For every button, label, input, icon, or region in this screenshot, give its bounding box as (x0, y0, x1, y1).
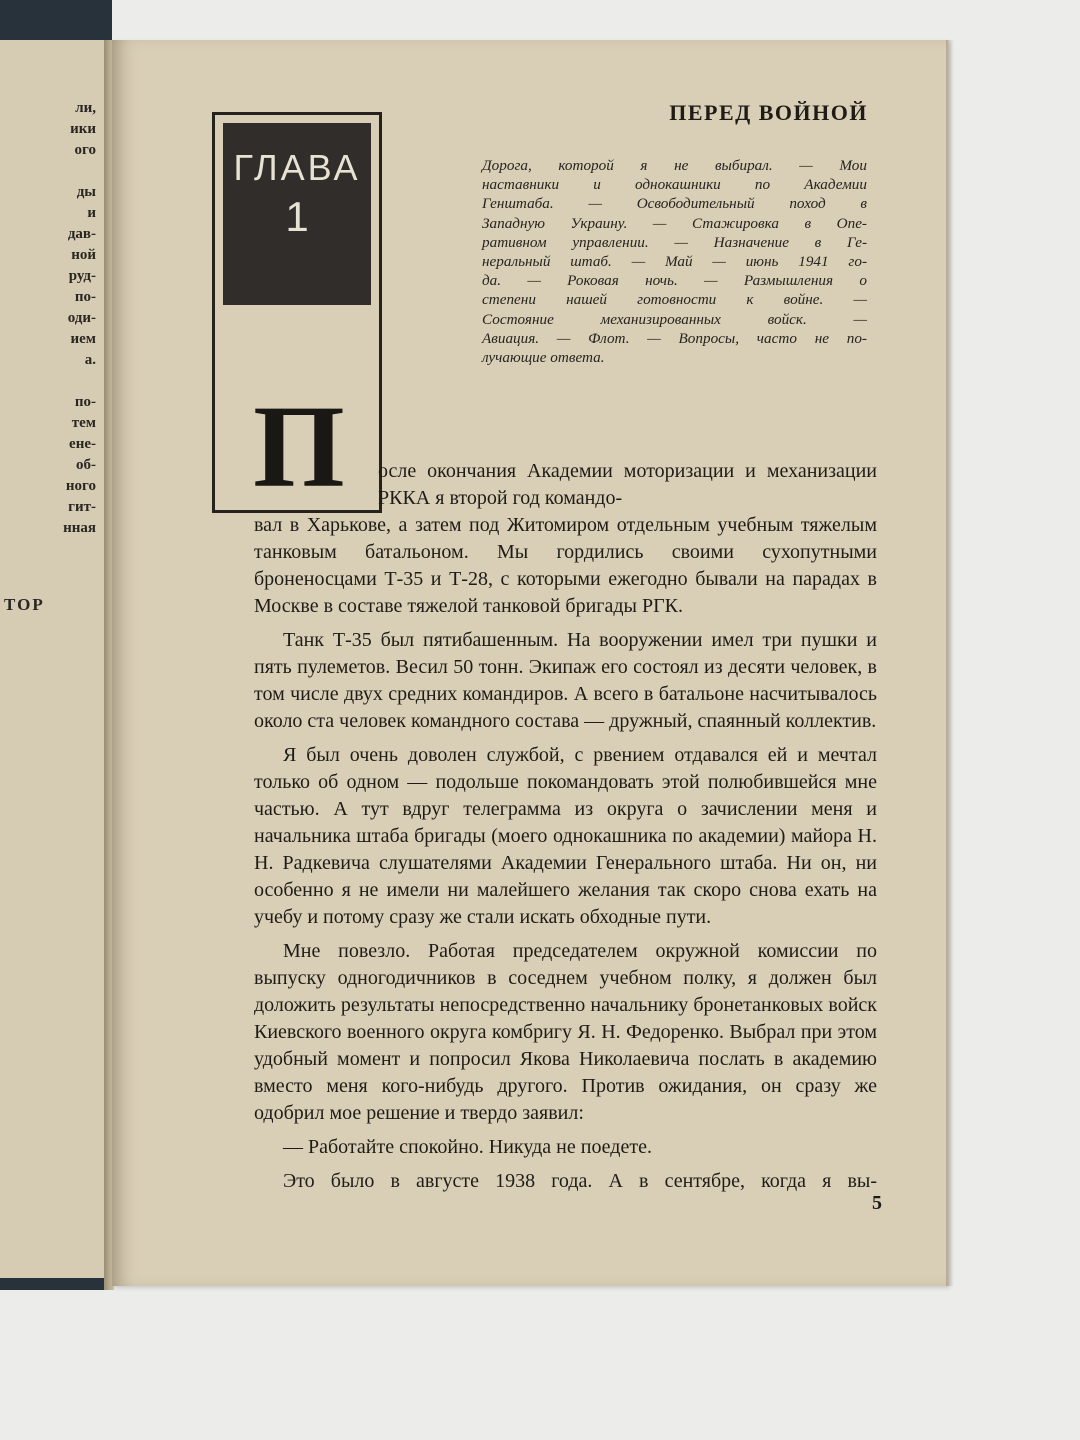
running-head: ПЕРЕД ВОЙНОЙ (669, 100, 868, 125)
paragraph-opening: осле окончания Академии моторизации и механизации РККА я второй год командо- (378, 460, 877, 509)
summary-line: да. — Роковая ночь. — Размышления о (482, 272, 867, 290)
left-fragment: гит- (68, 499, 96, 515)
chapter-body (254, 458, 877, 1202)
left-fragment: ием (70, 331, 96, 347)
paragraph: Я был очень доволен службой, с рвением отдавался ей и мечтал только об одном — подольше покомандовать этой полюбившейся мне частью. А тут вдруг телеграмма из округа о зачислении меня и начальника штаба бригады (моего однокашника по академии) майора Н. Н. Радкевича слушателями Академии Генерального штаба. Ни он, ни особенно я не имели ни малейшего желания так скоро снова ехать на учебу и потому сразу же стали искать обходные пути. (254, 744, 877, 928)
summary-line: Авиация. — Флот. — Вопросы, часто не по- (482, 329, 867, 347)
left-fragment: ого (74, 142, 96, 158)
left-fragment (63, 371, 96, 392)
left-page (0, 40, 104, 1278)
left-page-fragments (63, 98, 96, 539)
drop-cap: П (253, 381, 345, 512)
summary-line: наставники и однокашники по Академии (482, 176, 867, 194)
summary-line: Дорога, которой я не выбирал. — Мои (482, 157, 867, 174)
left-fragment: тем (71, 415, 96, 431)
left-fragment: об- (76, 457, 96, 473)
summary-line: степени нашей готовности к войне. — (482, 291, 867, 309)
summary-line: Западную Украину. — Стажировка в Опе- (482, 214, 867, 232)
left-fragment: ене- (69, 436, 96, 452)
left-fragment: ды (76, 184, 96, 200)
page-number: 5 (872, 1192, 882, 1214)
left-fragment: дав- (67, 226, 96, 242)
summary-line: Состояние механизированных войск. — (482, 310, 867, 328)
left-fragment: по- (74, 394, 96, 410)
left-fragment: оди- (67, 310, 96, 326)
left-fragment: ного (65, 478, 96, 494)
chapter-word: ГЛАВА (233, 147, 361, 188)
left-fragment: ики (70, 121, 96, 137)
paragraph: Это было в августе 1938 года. А в сентябре, когда я вы- (283, 1170, 877, 1192)
chapter-ornament (212, 112, 382, 513)
left-fragment: нная (63, 520, 96, 536)
left-fragment: по- (74, 289, 96, 305)
right-page (112, 40, 948, 1286)
paragraph: Мне повезло. Работая председателем окружной комиссии по выпуску одногодичников в соседнем учебном полку, я должен был доложить результаты непосредственно начальнику бронетанковых войск Киевского военного округа комбригу Я. Н. Федоренко. Выбрал при этом удобный момент и попросил Якова Николаевича послать в академию вместо меня кого-нибудь другого. Против ожидания, он сразу же одобрил мое решение и твердо заявил: (254, 940, 877, 1124)
left-fragment: ли, (75, 100, 96, 116)
chapter-summary (482, 156, 867, 367)
left-fragment (63, 161, 96, 182)
summary-line: Генштаба. — Освободительный поход в (482, 195, 867, 213)
left-fragment: а. (84, 352, 96, 368)
chapter-number: 1 (285, 193, 309, 240)
summary-line: ративном управлении. — Назначение в Ге- (482, 233, 867, 251)
paragraph-dialogue: — Работайте спокойно. Никуда не поедете. (283, 1136, 652, 1158)
left-fragment: ной (71, 247, 96, 263)
summary-line: лучающие ответа. (482, 349, 605, 367)
chapter-label-block (223, 123, 371, 305)
paragraph: Танк Т-35 был пятибашенным. На вооружении имел три пушки и пять пулеметов. Весил 50 тонн. Экипаж его состоял из десяти человек, в том числе двух средних командиров. А всего в батальоне насчитывалось около ста человек командного состава — дружный, спаянный коллектив. (254, 629, 877, 732)
left-page-heading-fragment: ТОР (4, 595, 45, 614)
left-fragment: руд- (68, 268, 96, 284)
summary-line: неральный штаб. — Май — июнь 1941 го- (482, 253, 867, 271)
left-fragment: и (87, 205, 96, 221)
paragraph-opening-continued: вал в Харькове, а затем под Житомиром отдельным учебным тяжелым танковым батальоном. Мы гордились своими сухопутными броненосцами Т-35 и Т-28, с которыми ежегодно бывали на парадах в Москве в составе тяжелой танковой бригады РГК. (254, 514, 877, 617)
page-edge-shadow (946, 40, 954, 1286)
